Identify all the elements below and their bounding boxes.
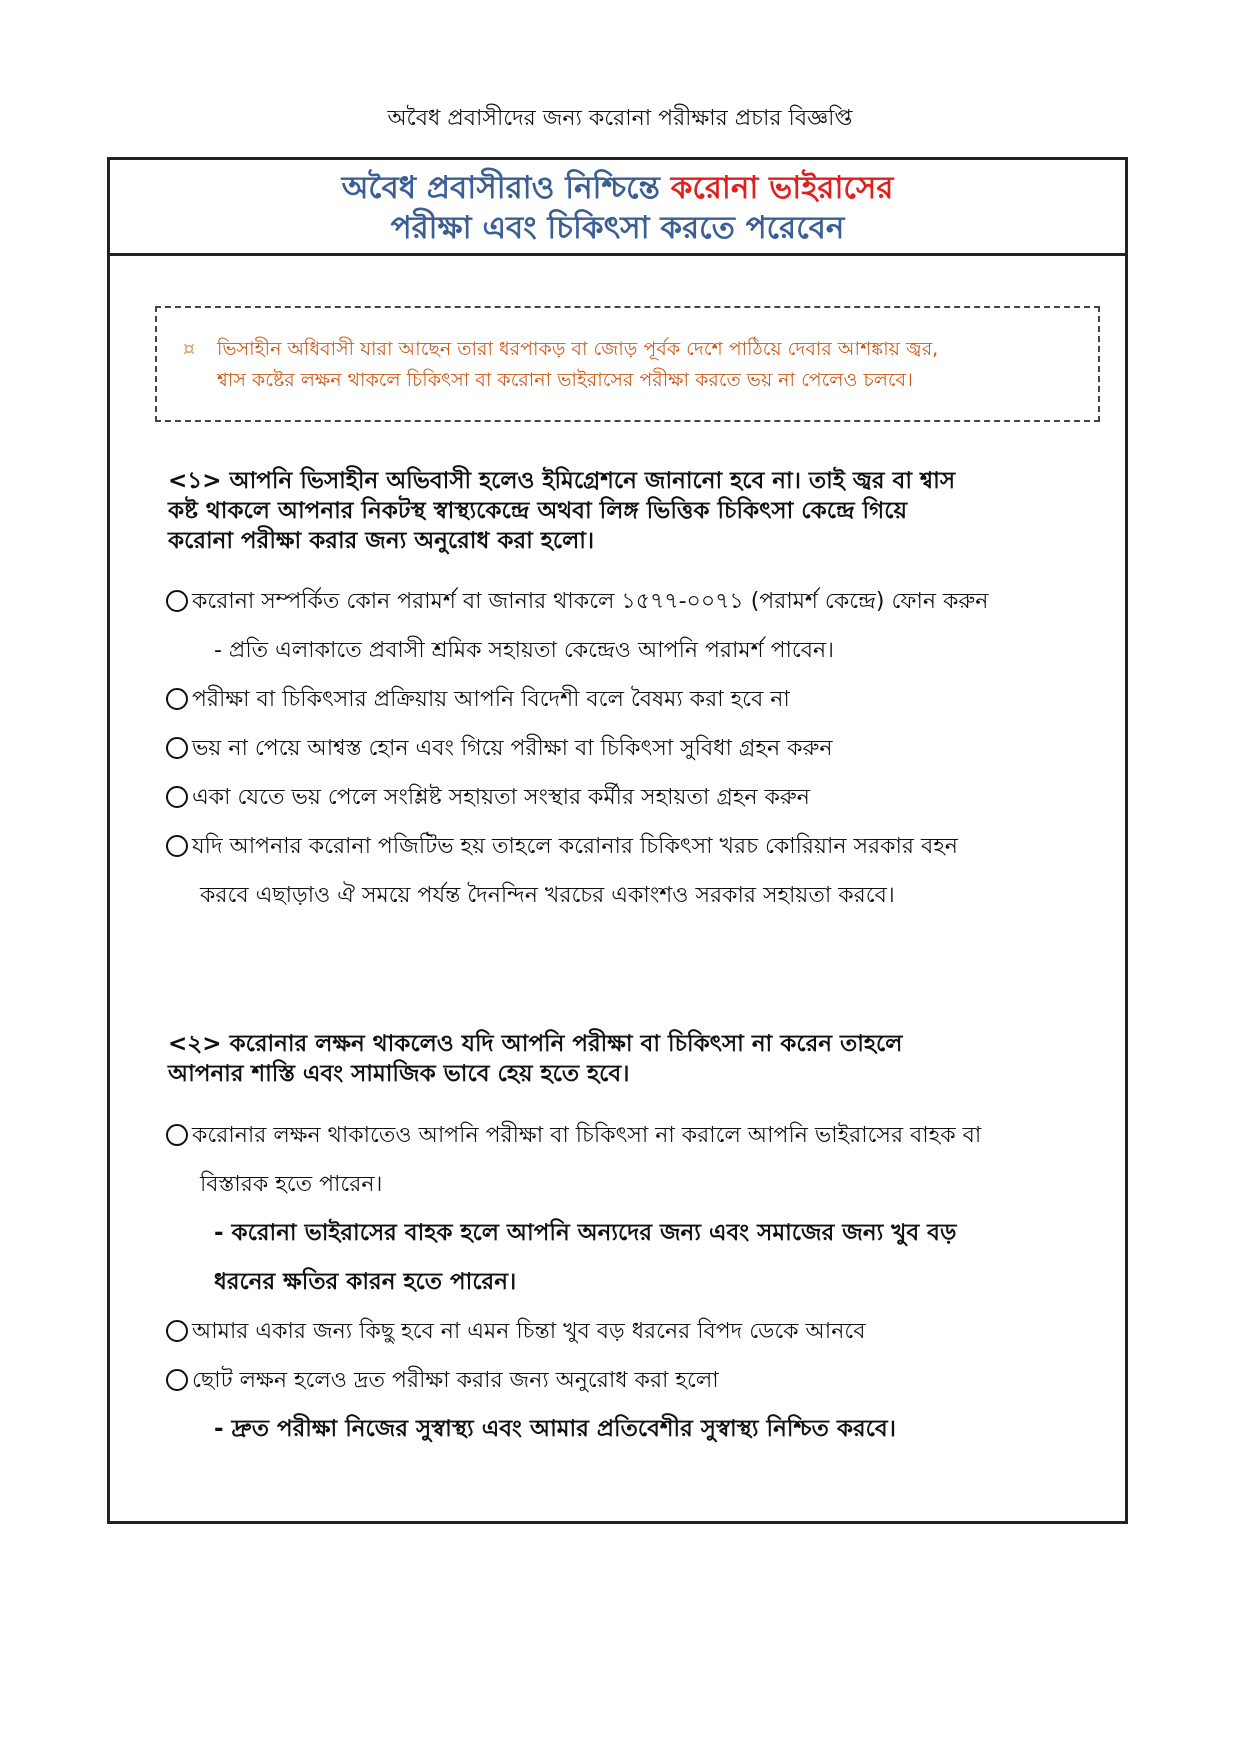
- circle-bullet-icon: [166, 786, 188, 808]
- highlight-notice-box: [155, 306, 1100, 422]
- section-1-heading: [168, 466, 1088, 556]
- circle-bullet-icon: [166, 1124, 188, 1146]
- headline-line-2: পরীক্ষা এবং চিকিৎসা করতে পরেবেন: [390, 210, 845, 246]
- section-2-heading-line-1: <২> করোনার লক্ষন থাকলেও যদি আপনি পরীক্ষা বা চিকিৎসা না করেন তাহলে: [168, 1031, 903, 1057]
- list-sub-item: - প্রতি এলাকাতে প্রবাসী শ্রমিক সহায়তা কেন্দ্রেও আপনি পরামর্শ পাবেন।: [214, 638, 835, 663]
- section-1-heading-line-2: কষ্ট থাকলে আপনার নিকটস্থ স্বাস্থ্যকেন্দ্রে অথবা লিঙ্গ ভিত্তিক চিকিৎসা কেন্দ্রে গিয়ে: [168, 498, 907, 524]
- list-sub-item-bold: - দ্রুত পরীক্ষা নিজের সুস্বাস্থ্য এবং আমার প্রতিবেশীর সুস্বাস্থ্য নিশ্চিত করবে।: [214, 1416, 896, 1442]
- bullet-icon: ¤: [183, 338, 196, 360]
- circle-bullet-icon: [166, 1369, 188, 1391]
- circle-bullet-icon: [166, 590, 188, 612]
- section-1-heading-line-1: <১> আপনি ভিসাহীন অভিবাসী হলেও ইমিগ্রেশনে জানানো হবে না। তাই জ্বর বা শ্বাস: [168, 468, 956, 494]
- headline-text-red: করোনা ভাইরাসের: [670, 170, 894, 206]
- section-2-list: [166, 1111, 1106, 1454]
- circle-bullet-icon: [166, 688, 188, 710]
- list-item: [166, 1111, 1106, 1209]
- list-item: [166, 675, 1106, 724]
- headline-text-blue: অবৈধ প্রবাসীরাও নিশ্চিন্তে: [341, 170, 671, 206]
- list-item: [166, 773, 1106, 822]
- list-item-continuation: বিস্তারক হতে পারেন।: [200, 1172, 383, 1197]
- section-1-heading-line-3: করোনা পরীক্ষা করার জন্য অনুরোধ করা হলো।: [168, 528, 595, 554]
- section-2-heading: [168, 1029, 1088, 1089]
- list-item-text: ছোট লক্ষন হলেও দ্রত পরীক্ষা করার জন্য অনুরোধ করা হলো: [192, 1368, 719, 1393]
- list-item-text: করোনা সম্পর্কিত কোন পরামর্শ বা জানার থাকলে ১৫৭৭-০০৭১ (পরামর্শ কেন্দ্রে) ফোন করুন: [192, 589, 989, 614]
- list-item: [166, 1356, 1106, 1405]
- sub-item-line-1: - করোনা ভাইরাসের বাহক হলে আপনি অন্যদের জন্য এবং সমাজের জন্য খুব বড়: [214, 1220, 957, 1246]
- sub-item-line-2: ধরনের ক্ষতির কারন হতে পারেন।: [214, 1269, 517, 1295]
- list-item: [166, 724, 1106, 773]
- notice-line-2: শ্বাস কষ্টের লক্ষন থাকলে চিকিৎসা বা করোনা ভাইরাসের পরীক্ষা করতে ভয় না পেলেও চলবে।: [217, 369, 913, 391]
- list-item: [166, 577, 1106, 626]
- list-item-continuation: করবে এছাড়াও ঐ সময়ে পর্যন্ত দৈনন্দিন খরচের একাংশও সরকার সহায়তা করবে।: [200, 883, 895, 908]
- section-2-heading-line-2: আপনার শাস্তি এবং সামাজিক ভাবে হেয় হতে হবে।: [168, 1061, 630, 1087]
- list-item-text: পরীক্ষা বা চিকিৎসার প্রক্রিয়ায় আপনি বিদেশী বলে বৈষম্য করা হবে না: [192, 687, 790, 712]
- list-item: [166, 822, 1106, 920]
- notice-frame: [107, 157, 1128, 1524]
- circle-bullet-icon: [166, 1320, 188, 1342]
- circle-bullet-icon: [166, 737, 188, 759]
- circle-bullet-icon: [166, 835, 188, 857]
- list-item: [166, 1307, 1106, 1356]
- section-1-list: [166, 577, 1106, 920]
- headline-line-1: [110, 168, 1125, 208]
- list-item-text: করোনার লক্ষন থাকাতেও আপনি পরীক্ষা বা চিকিৎসা না করালে আপনি ভাইরাসের বাহক বা: [192, 1123, 982, 1148]
- notice-line-1: ভিসাহীন অধিবাসী যারা আছেন তারা ধরপাকড় বা জোড় পূর্বক দেশে পাঠিয়ে দেবার আশঙ্কায় জ্বর,: [217, 338, 939, 360]
- list-item-text: ভয় না পেয়ে আশ্বস্ত হোন এবং গিয়ে পরীক্ষা বা চিকিৎসা সুবিধা গ্রহন করুন: [192, 736, 833, 761]
- list-item-text: একা যেতে ভয় পেলে সংশ্লিষ্ট সহায়তা সংস্থার কর্মীর সহায়তা গ্রহন করুন: [192, 785, 810, 810]
- document-title: অবৈধ প্রবাসীদের জন্য করোনা পরীক্ষার প্রচার বিজ্ঞপ্তি: [387, 106, 853, 131]
- list-sub-item-bold: [166, 1209, 1106, 1307]
- list-item-text: আমার একার জন্য কিছু হবে না এমন চিন্তা খুব বড় ধরনের বিপদ ডেকে আনবে: [192, 1319, 866, 1344]
- headline-box: [110, 160, 1125, 256]
- list-item-text: যদি আপনার করোনা পজিটিভ হয় তাহলে করোনার চিকিৎসা খরচ কোরিয়ান সরকার বহন: [192, 834, 958, 859]
